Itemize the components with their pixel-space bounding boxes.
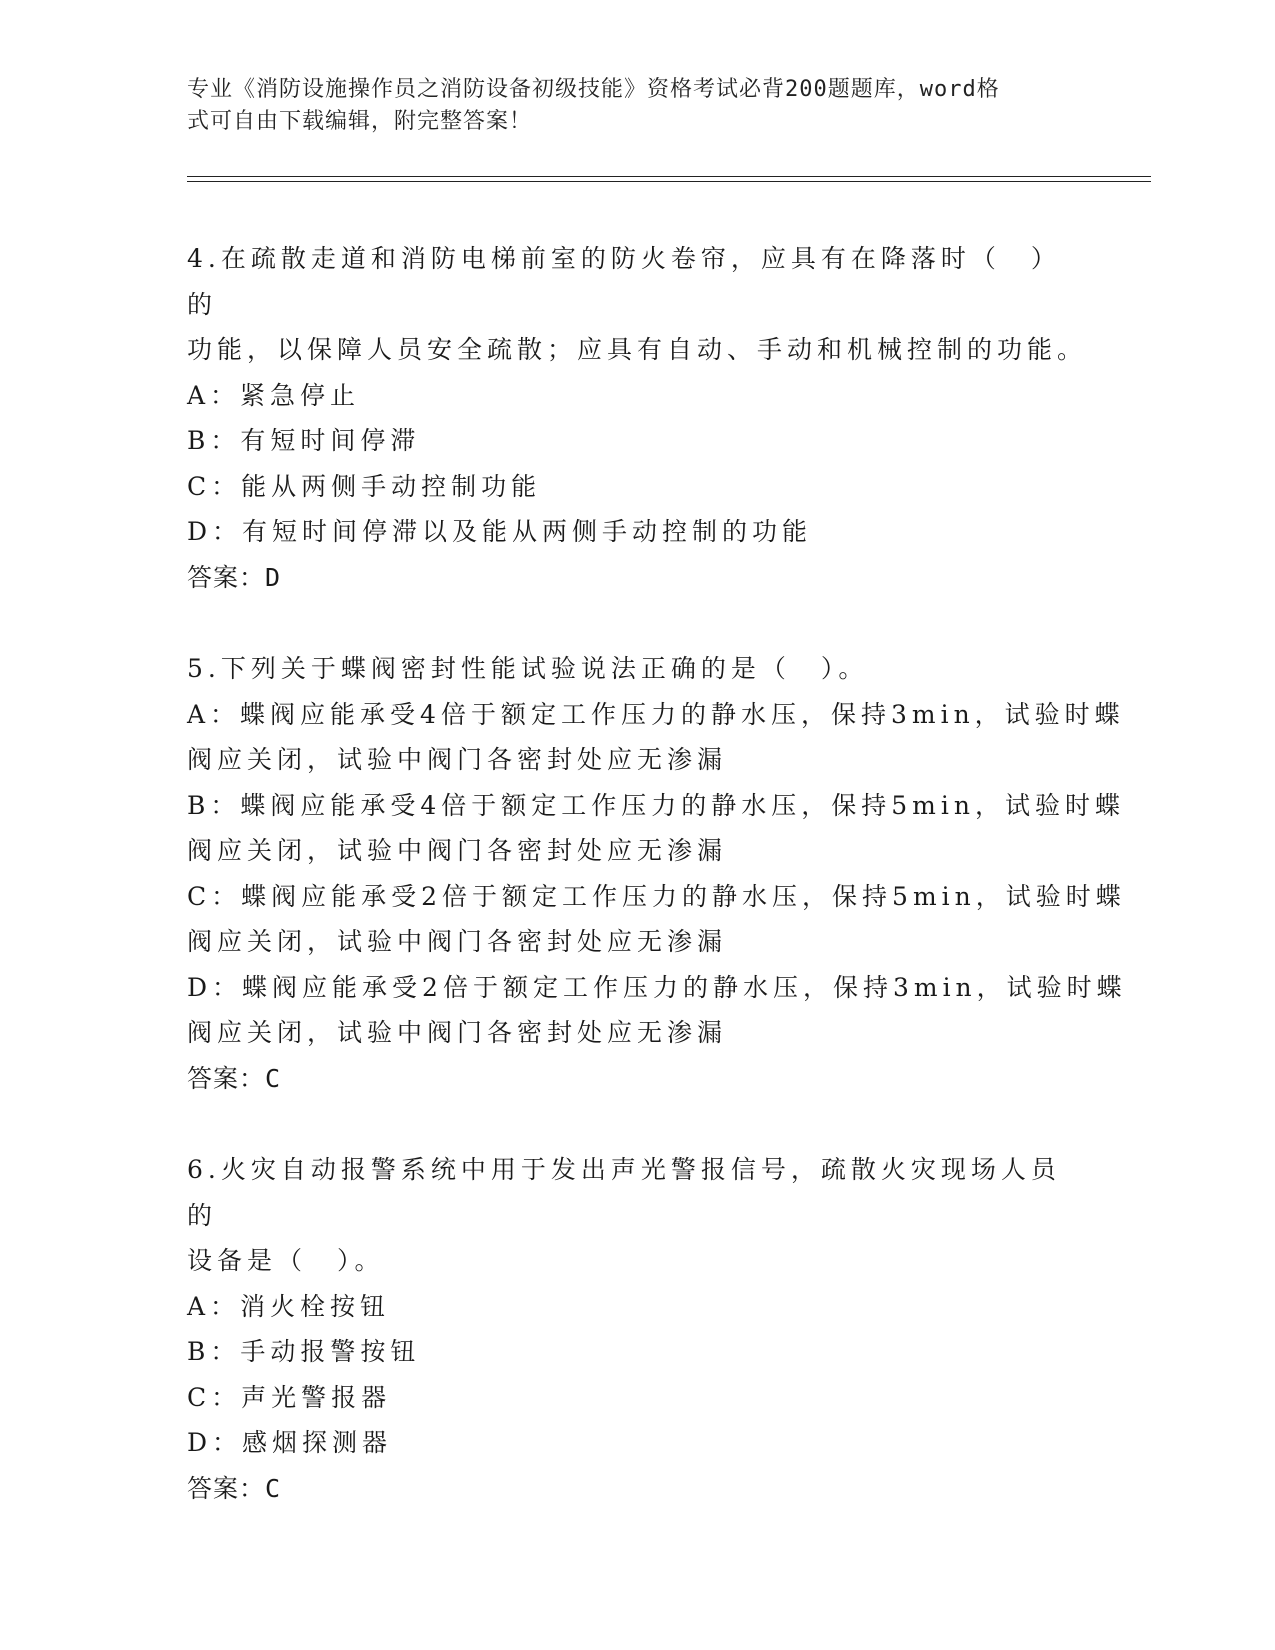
option-c [187, 1375, 1087, 1421]
question-5 [187, 646, 1127, 1101]
option-c [187, 874, 1126, 965]
option-d [187, 509, 1087, 555]
option-d [187, 965, 1127, 1056]
stem-line: 5.下列关于蝶阀密封性能试验说法正确的是（ ）。 [187, 654, 869, 683]
option-line: C：能从两侧手动控制功能 [187, 471, 542, 501]
option-line: A：蝶阀应能承受4倍于额定工作压力的静水压，保持3min，试验时蝶 [187, 699, 1125, 729]
stem-line: 4.在疏散走道和消防电梯前室的防火卷帘，应具有在降落时（ ）的 [187, 244, 1061, 319]
question-stem [187, 236, 1087, 373]
option-line: C：声光警报器 [187, 1382, 392, 1412]
option-line: 阀应关闭，试验中阀门各密封处应无渗漏 [187, 1018, 728, 1047]
header-divider-bottom [187, 181, 1151, 182]
option-a [187, 692, 1125, 783]
answer: 答案：D [187, 562, 282, 592]
header-line-2: 式可自由下载编辑，附完整答案！ [187, 109, 533, 134]
option-line: 阀应关闭，试验中阀门各密封处应无渗漏 [187, 927, 728, 956]
option-line: B：蝶阀应能承受4倍于额定工作压力的静水压，保持5min，试验时蝶 [187, 790, 1125, 820]
stem-line: 6.火灾自动报警系统中用于发出声光警报信号，疏散火灾现场人员的 [187, 1155, 1061, 1230]
question-6 [187, 1147, 1087, 1511]
answer: 答案：C [187, 1063, 282, 1093]
option-line: C：蝶阀应能承受2倍于额定工作压力的静水压，保持5min，试验时蝶 [187, 881, 1126, 911]
option-line: B：手动报警按钮 [187, 1337, 421, 1366]
document-header [187, 74, 1067, 138]
question-4 [187, 236, 1087, 600]
stem-line: 功能，以保障人员安全疏散；应具有自动、手动和机械控制的功能。 [187, 335, 1088, 364]
option-line: A：消火栓按钮 [187, 1291, 391, 1321]
option-line: D：蝶阀应能承受2倍于额定工作压力的静水压，保持3min，试验时蝶 [187, 972, 1127, 1002]
option-b [187, 1329, 1087, 1375]
question-list [187, 236, 1127, 1557]
header-line-1: 专业《消防设施操作员之消防设备初级技能》资格考试必背200题题库，word格 [187, 77, 1000, 102]
option-line: D：有短时间停滞以及能从两侧手动控制的功能 [187, 517, 813, 546]
option-line: D：感烟探测器 [187, 1428, 393, 1457]
question-stem [187, 1147, 1087, 1284]
option-c [187, 464, 1087, 510]
option-b [187, 418, 1087, 464]
option-line: 阀应关闭，试验中阀门各密封处应无渗漏 [187, 745, 728, 774]
header-divider-top [187, 176, 1151, 177]
option-d [187, 1420, 1087, 1466]
option-b [187, 783, 1125, 874]
option-a [187, 373, 1087, 419]
question-stem [187, 646, 1087, 692]
option-line: A：紧急停止 [187, 380, 361, 410]
stem-line: 设备是（ ）。 [187, 1246, 385, 1275]
option-a [187, 1284, 1087, 1330]
option-line: B：有短时间停滞 [187, 426, 421, 455]
answer: 答案：C [187, 1473, 282, 1503]
option-line: 阀应关闭，试验中阀门各密封处应无渗漏 [187, 836, 728, 865]
